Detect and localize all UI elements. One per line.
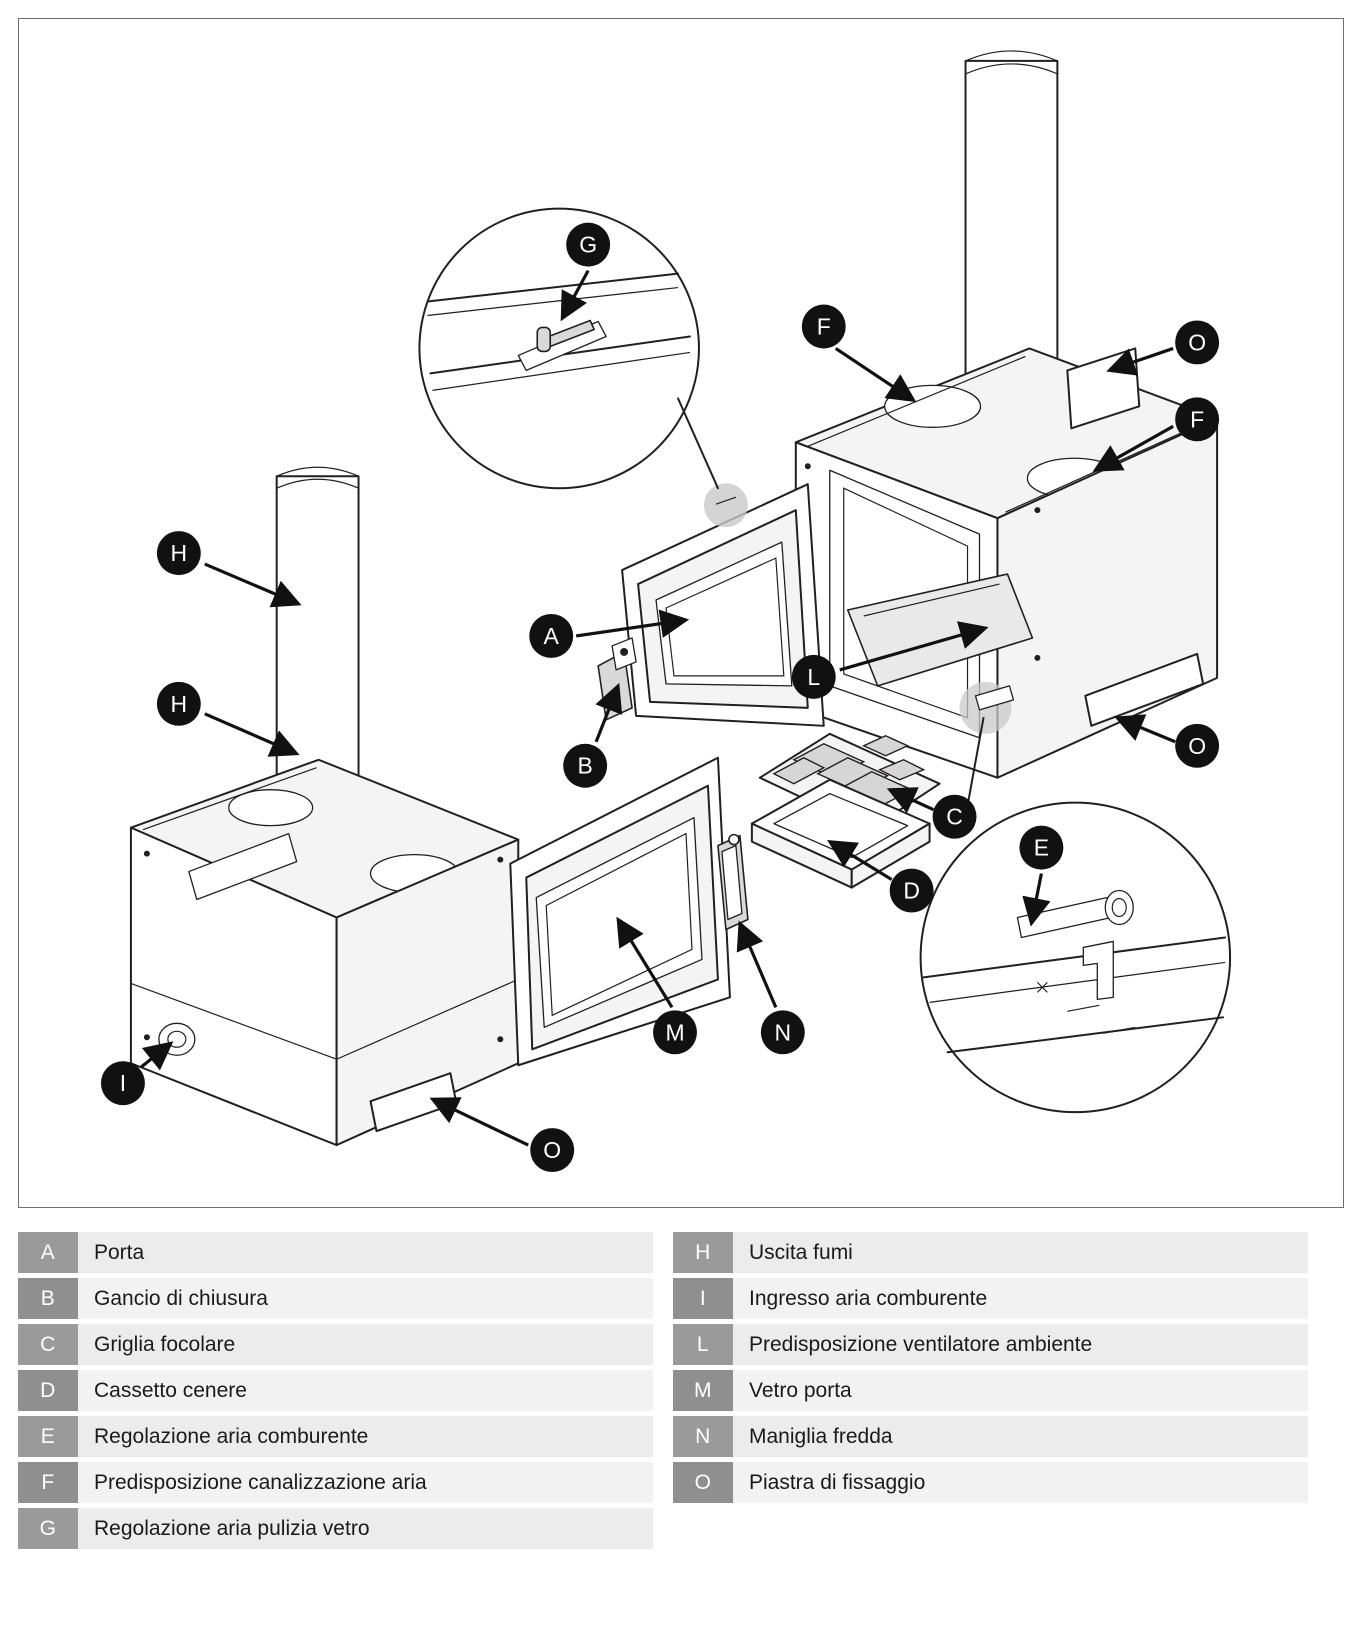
callout-badge-c: [933, 795, 977, 839]
callout-badge-e: [1019, 826, 1063, 870]
callout-badge-g: [566, 223, 610, 267]
legend-label: Porta: [78, 1232, 653, 1273]
legend-label: Predisposizione canalizzazione aria: [78, 1462, 653, 1503]
callout-badge-o: [1175, 724, 1219, 768]
legend-key: O: [673, 1462, 733, 1503]
legend-label: Regolazione aria comburente: [78, 1416, 653, 1457]
callout-label: G: [579, 231, 598, 258]
legend-label: Ingresso aria comburente: [733, 1278, 1308, 1319]
callout-badge-i: [101, 1061, 145, 1105]
legend-row-c: [18, 1324, 653, 1365]
callout-label: F: [816, 313, 831, 340]
legend-row-n: [673, 1416, 1308, 1457]
callout-badge-f: [1175, 397, 1219, 441]
callout-label: M: [665, 1019, 685, 1046]
legend-row-e: [18, 1416, 653, 1457]
legend-key: L: [673, 1324, 733, 1365]
callout-badge-n: [761, 1010, 805, 1054]
legend-row-l: [673, 1324, 1308, 1365]
legend-label: Cassetto cenere: [78, 1370, 653, 1411]
callout-label: F: [1190, 406, 1205, 433]
callout-badge-a: [529, 614, 573, 658]
callout-label: A: [543, 622, 559, 649]
callout-badge-o: [1175, 320, 1219, 364]
legend-label: Vetro porta: [733, 1370, 1308, 1411]
callout-label: L: [807, 663, 821, 690]
legend-key: M: [673, 1370, 733, 1411]
legend-label: Griglia focolare: [78, 1324, 653, 1365]
legend-key: N: [673, 1416, 733, 1457]
callout-badge-h: [157, 682, 201, 726]
legend-key: E: [18, 1416, 78, 1457]
callout-badge-d: [890, 869, 934, 913]
callout-badge-o: [530, 1128, 574, 1172]
legend-key: I: [673, 1278, 733, 1319]
legend-key: B: [18, 1278, 78, 1319]
legend-column-left: [18, 1232, 653, 1632]
callout-label: O: [1188, 732, 1207, 759]
callout-badge-l: [792, 655, 836, 699]
legend-row-m: [673, 1370, 1308, 1411]
callout-label: H: [170, 690, 188, 717]
legend-column-right: [673, 1232, 1308, 1632]
legend: [18, 1232, 1344, 1632]
legend-key: D: [18, 1370, 78, 1411]
legend-row-h: [673, 1232, 1308, 1273]
callout-label: N: [774, 1019, 792, 1046]
stove-left-door: [510, 758, 748, 1065]
legend-row-f: [18, 1462, 653, 1503]
exploded-view-diagram: [18, 18, 1344, 1208]
callout-badge-h: [157, 531, 201, 575]
callout-badge-m: [653, 1010, 697, 1054]
callout-label: D: [903, 877, 920, 904]
callout-label: O: [543, 1137, 562, 1164]
legend-label: Regolazione aria pulizia vetro: [78, 1508, 653, 1549]
legend-label: Gancio di chiusura: [78, 1278, 653, 1319]
legend-key: F: [18, 1462, 78, 1503]
diagram-canvas: [19, 19, 1343, 1207]
legend-key: C: [18, 1324, 78, 1365]
legend-key: A: [18, 1232, 78, 1273]
callout-label: I: [119, 1070, 127, 1097]
callout-label: C: [946, 803, 963, 830]
legend-row-d: [18, 1370, 653, 1411]
legend-label: Uscita fumi: [733, 1232, 1308, 1273]
callout-label: B: [577, 752, 593, 779]
callout-label: H: [170, 540, 188, 567]
callout-badge-b: [563, 744, 607, 788]
callout-badge-f: [802, 305, 846, 349]
detail-circle-e: [921, 718, 1230, 1112]
legend-label: Predisposizione ventilatore ambiente: [733, 1324, 1308, 1365]
legend-row-b: [18, 1278, 653, 1319]
legend-row-a: [18, 1232, 653, 1273]
callout-label: E: [1033, 834, 1050, 861]
legend-row-g: [18, 1508, 653, 1549]
legend-label: Maniglia fredda: [733, 1416, 1308, 1457]
callout-label: O: [1188, 329, 1207, 356]
legend-key: G: [18, 1508, 78, 1549]
legend-key: H: [673, 1232, 733, 1273]
legend-row-o: [673, 1462, 1308, 1503]
legend-label: Piastra di fissaggio: [733, 1462, 1308, 1503]
legend-row-i: [673, 1278, 1308, 1319]
